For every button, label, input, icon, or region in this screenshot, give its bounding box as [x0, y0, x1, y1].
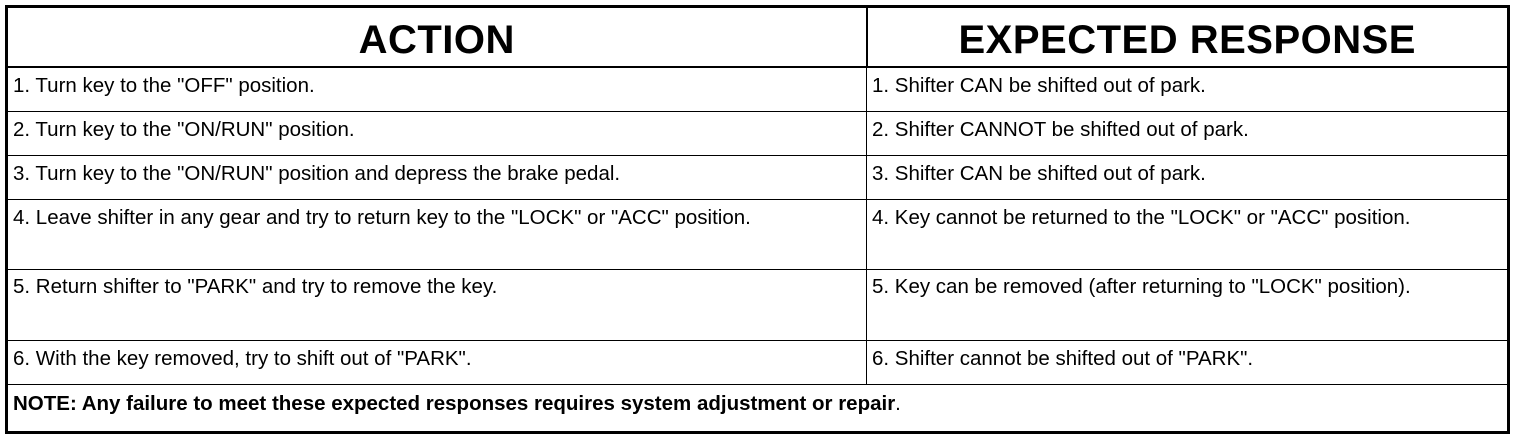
action-cell: 3. Turn key to the "ON/RUN" position and depress the brake pedal.: [7, 156, 867, 200]
table-row: [7, 112, 1509, 156]
action-cell: 2. Turn key to the "ON/RUN" position.: [7, 112, 867, 156]
table-row: [7, 200, 1509, 270]
action-cell: 6. With the key removed, try to shift out of "PARK".: [7, 341, 867, 385]
header-row: [7, 7, 1509, 68]
note-text: NOTE: Any failure to meet these expected responses requires system adjustment or repair: [13, 392, 896, 415]
note-cell: [7, 385, 1509, 433]
response-cell: 5. Key can be removed (after returning to "LOCK" position).: [867, 270, 1509, 341]
action-header: ACTION: [7, 7, 867, 68]
response-cell: 2. Shifter CANNOT be shifted out of park.: [867, 112, 1509, 156]
table-row: [7, 156, 1509, 200]
note-row: [7, 385, 1509, 433]
note-period: .: [895, 392, 901, 415]
table-row: [7, 270, 1509, 341]
response-cell: 1. Shifter CAN be shifted out of park.: [867, 67, 1509, 112]
table-row: [7, 67, 1509, 112]
response-cell: 6. Shifter cannot be shifted out of "PARK".: [867, 341, 1509, 385]
response-cell: 4. Key cannot be returned to the "LOCK" or "ACC" position.: [867, 200, 1509, 270]
expected-response-header: EXPECTED RESPONSE: [867, 7, 1509, 68]
action-cell: 5. Return shifter to "PARK" and try to remove the key.: [7, 270, 867, 341]
action-cell: 1. Turn key to the "OFF" position.: [7, 67, 867, 112]
action-cell: 4. Leave shifter in any gear and try to return key to the "LOCK" or "ACC" position.: [7, 200, 867, 270]
table-row: [7, 341, 1509, 385]
procedure-table: [5, 5, 1510, 434]
response-cell: 3. Shifter CAN be shifted out of park.: [867, 156, 1509, 200]
